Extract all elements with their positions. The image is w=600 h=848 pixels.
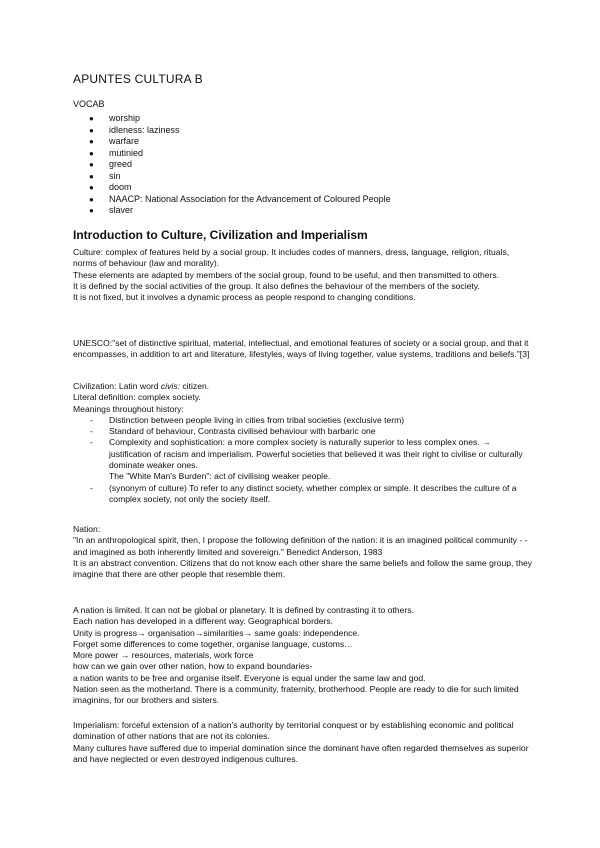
- paragraph: More power → resources, materials, work force: [73, 650, 254, 661]
- bullet-icon: ●: [89, 194, 94, 204]
- paragraph: Meanings throughout history:: [73, 403, 184, 414]
- paragraph: Literal definition: complex society.: [73, 392, 201, 403]
- list-item: ● warfare: [89, 136, 140, 146]
- bullet-icon: ●: [89, 148, 94, 158]
- nation-notes: [73, 605, 533, 707]
- list-item: - Distinction between people living in cities from tribal societies (exclusive term): [90, 414, 405, 425]
- culture-definition: [73, 247, 533, 303]
- paragraph: Imperialism: forceful extension of a nation's authority by territorial conquest or by establishing economic and political domination of other nations that are not its colonies.: [73, 720, 514, 742]
- paragraph: Civilization: Latin word civis: citizen.: [73, 381, 210, 391]
- paragraph: These elements are adapted by members of the social group, found to be useful, and then transmitted to others.: [73, 269, 500, 280]
- bullet-icon: ●: [89, 206, 94, 215]
- unesco-quote: [73, 338, 533, 361]
- paragraph: how can we gain over other nation, how to expand boundaries-: [73, 661, 313, 672]
- vocab-heading: VOCAB: [73, 99, 105, 109]
- list-item: ● NAACP: National Association for the Advancement of Coloured People: [89, 193, 391, 204]
- dash-icon: -: [90, 482, 93, 493]
- list-item: ● worship: [89, 113, 141, 123]
- list-item: - Complexity and sophistication: a more complex society is naturally superior to less complex ones. → justification of racism and imperialism. Powerful societies that believed it was their right to civilise or culturally dominate weaker ones. The "White Man's Burden": act of civilising weaker people.: [90, 437, 523, 482]
- paragraph: Culture: complex of features held by a social group. It includes codes of manners, dress, language, religion, rituals, norms of behaviour (law and morality).: [73, 247, 510, 269]
- section-title: Introduction to Culture, Civilization and Imperialism: [73, 228, 368, 242]
- list-item: ● greed: [89, 159, 133, 169]
- paragraph: Many cultures have suffered due to imperial domination since the dominant have often regarded themselves as superior and have neglected or even destroyed indigenous cultures.: [73, 742, 529, 764]
- list-item: - (synonym of culture) To refer to any distinct society, whether complex or simple. It describes the culture of a complex society, not only the society itself.: [90, 482, 517, 504]
- nation-section: [73, 524, 533, 580]
- bullet-icon: ●: [89, 125, 94, 135]
- paragraph: It is defined by the social activities of the group. It also defines the behaviour of the members of the society.: [73, 280, 480, 291]
- list-item: ● idleness: laziness: [89, 124, 180, 135]
- list-item: ● mutinied: [89, 147, 144, 158]
- paragraph: Unity is progress→ organisation→similarities→ same goals: independence.: [73, 627, 360, 638]
- paragraph: Forget some differences to come together, organise language, customs…: [73, 638, 353, 649]
- paragraph: It is not fixed, but it involves a dynamic process as people respond to changing conditions.: [73, 292, 416, 303]
- document-title: APUNTES CULTURA B: [73, 72, 203, 86]
- paragraph: UNESCO:"set of distinctive spiritual, material, intellectual, and emotional features of society or a social group, and that it encompasses, in addition to art and literature, lifestyles, ways of living together, value systems, traditions and beliefs."[3]: [73, 338, 530, 360]
- paragraph: A nation is limited. It can not be global or planetary. It is defined by contrasting it to others.: [73, 605, 414, 615]
- meanings-list: [73, 415, 533, 505]
- list-item: ● sin: [89, 170, 121, 181]
- dash-icon: -: [90, 426, 93, 437]
- bullet-icon: ●: [89, 114, 94, 123]
- civilization-section: [73, 381, 533, 505]
- bullet-icon: ●: [89, 171, 94, 181]
- bullet-icon: ●: [89, 160, 94, 169]
- bullet-icon: ●: [89, 137, 94, 146]
- paragraph: Each nation has developed in a different way. Geographical borders.: [73, 616, 334, 627]
- list-item: ● doom: [89, 182, 132, 192]
- paragraph: a nation wants to be free and organise itself. Everyone is equal under the same law and god.: [73, 672, 426, 683]
- imperialism-section: [73, 720, 533, 765]
- paragraph: "In an anthropological spirit, then, I propose the following definition of the nation: it is an imagined political community - - and imagined as both inherently limited and sovereign." Benedict Anderson, 1983: [73, 535, 528, 557]
- dash-icon: -: [90, 437, 93, 448]
- paragraph: It is an abstract convention. Citizens that do not know each other share the same beliefs and follow the same group, they imagine that there are other people that resemble them.: [73, 557, 533, 580]
- list-item: - Standard of behaviour, Contrasta civilised behaviour with barbaric one: [90, 426, 376, 437]
- vocab-list: [73, 113, 391, 217]
- bullet-icon: ●: [89, 183, 94, 192]
- list-item: ● slaver: [89, 205, 134, 215]
- paragraph: Nation:: [73, 524, 101, 534]
- dash-icon: -: [90, 414, 93, 425]
- paragraph: Nation seen as the motherland. There is a community, fraternity, brotherhood. People are ready to die for such limited imaginins, for our brothers and sisters.: [73, 684, 519, 706]
